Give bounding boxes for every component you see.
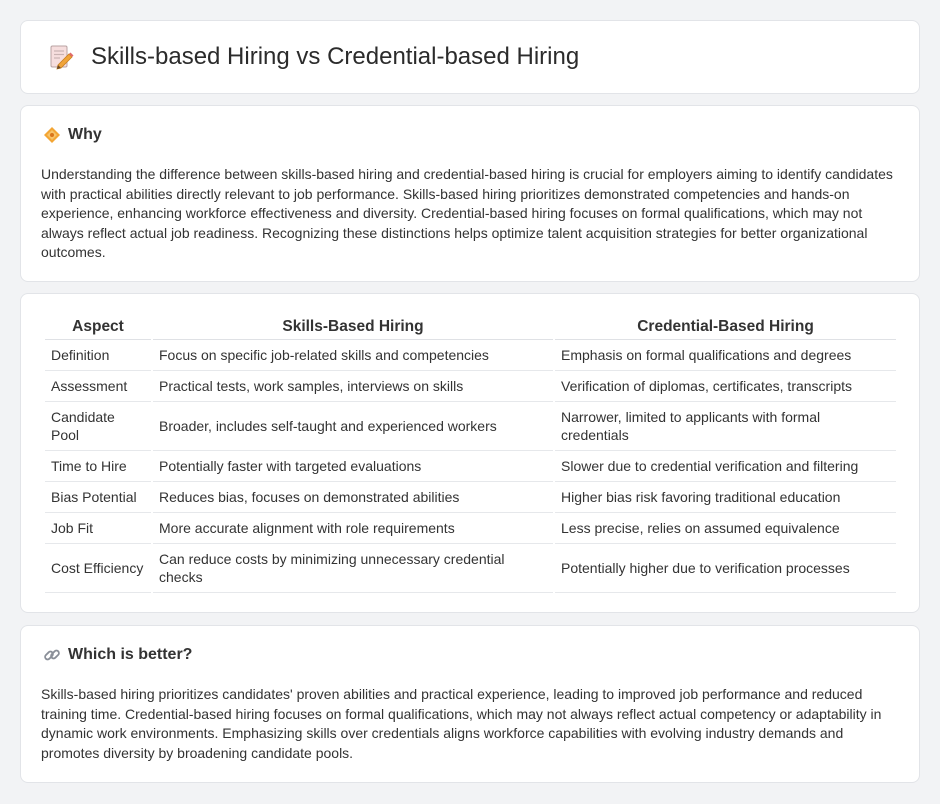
link-icon [43,646,61,664]
row-credential-value: Narrower, limited to applicants with formal credentials [555,402,896,451]
row-credential-value: Potentially higher due to verification processes [555,544,896,593]
which-better-heading [43,646,192,664]
table-row [45,544,896,593]
row-skills-value: Focus on specific job-related skills and competencies [153,340,553,371]
why-text: Understanding the difference between skills-based hiring and credential-based hiring is crucial for employers aiming to identify candidates with practical abilities directly relevant to job performance. Skills-based hiring prioritizes demonstrated competencies and hands-on experience, enhancing workforce effectiveness and diversity. Credential-based hiring focuses on formal qualifications, which may not always reflect actual job readiness. Recognizing these distinctions helps optimize talent acquisition strategies for better organizational outcomes. [41,166,893,260]
why-title: Why [68,126,102,143]
header-credential-based: Credential-Based Hiring [555,315,896,340]
comparison-table [43,315,898,593]
row-aspect: Assessment [45,371,151,402]
why-section [20,105,920,282]
which-better-section [20,625,920,783]
row-aspect: Job Fit [45,513,151,544]
which-better-text: Skills-based hiring prioritizes candidates' proven abilities and practical experience, leading to improved job performance and reduced training time. Credential-based hiring focuses on formal qualifications, which may not always reflect actual competency or adaptability in dynamic work environments. Emphasizing skills over credentials aligns workforce capabilities with evolving industry demands and promotes diversity by broadening candidate pools. [41,686,882,761]
row-aspect: Cost Efficiency [45,544,151,593]
header-aspect: Aspect [45,315,151,340]
row-skills-value: Practical tests, work samples, interviews on skills [153,371,553,402]
table-row [45,482,896,513]
row-credential-value: Slower due to credential verification and filtering [555,451,896,482]
row-skills-value: Potentially faster with targeted evaluations [153,451,553,482]
title-row [45,42,579,72]
diamond-icon [43,126,61,144]
header-skills-based: Skills-Based Hiring [153,315,553,340]
row-credential-value: Higher bias risk favoring traditional education [555,482,896,513]
row-credential-value: Verification of diplomas, certificates, transcripts [555,371,896,402]
table-row [45,451,896,482]
table-row [45,402,896,451]
memo-pencil-icon [45,42,75,72]
row-credential-value: Less precise, relies on assumed equivalence [555,513,896,544]
page-title: Skills-based Hiring vs Credential-based Hiring [91,43,580,70]
table-row [45,340,896,371]
row-aspect: Definition [45,340,151,371]
row-skills-value: Reduces bias, focuses on demonstrated abilities [153,482,553,513]
row-skills-value: Can reduce costs by minimizing unnecessary credential checks [153,544,553,593]
row-aspect: Candidate Pool [45,402,151,451]
row-credential-value: Emphasis on formal qualifications and degrees [555,340,896,371]
row-aspect: Time to Hire [45,451,151,482]
why-heading [43,126,102,144]
table-header-row [45,315,896,340]
row-skills-value: More accurate alignment with role requirements [153,513,553,544]
which-better-title: Which is better? [68,646,193,663]
comparison-section [20,293,920,613]
row-skills-value: Broader, includes self-taught and experienced workers [153,402,553,451]
title-card [20,20,920,94]
table-row [45,371,896,402]
table-row [45,513,896,544]
row-aspect: Bias Potential [45,482,151,513]
